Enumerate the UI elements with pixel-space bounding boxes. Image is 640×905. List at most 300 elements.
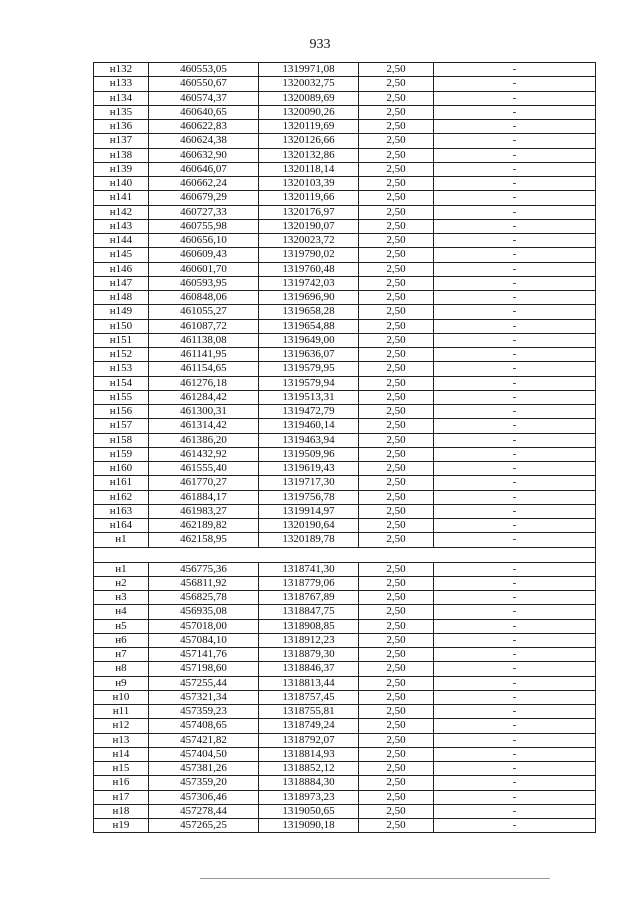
error-cell: 2,50 [359,234,434,248]
error-cell: 2,50 [359,776,434,790]
x-coordinate-cell: 460632,90 [149,148,259,162]
x-coordinate-cell: 457321,34 [149,690,259,704]
point-cell: н140 [94,177,149,191]
error-cell: 2,50 [359,219,434,233]
table-row [94,462,596,476]
error-cell: 2,50 [359,747,434,761]
table-row [94,362,596,376]
y-coordinate-cell: 1318973,23 [259,790,359,804]
x-coordinate-cell: 461884,17 [149,490,259,504]
error-cell: 2,50 [359,804,434,818]
note-cell: - [434,676,596,690]
note-cell: - [434,648,596,662]
y-coordinate-cell: 1318814,93 [259,747,359,761]
point-cell: н139 [94,162,149,176]
point-cell: н159 [94,447,149,461]
table-row [94,790,596,804]
note-cell: - [434,762,596,776]
error-cell: 2,50 [359,276,434,290]
x-coordinate-cell: 461314,42 [149,419,259,433]
y-coordinate-cell: 1319050,65 [259,804,359,818]
error-cell: 2,50 [359,120,434,134]
table-row [94,63,596,77]
error-cell: 2,50 [359,705,434,719]
y-coordinate-cell: 1318767,89 [259,591,359,605]
table-row [94,291,596,305]
point-cell: н149 [94,305,149,319]
error-cell: 2,50 [359,504,434,518]
table-row [94,662,596,676]
note-cell: - [434,605,596,619]
y-coordinate-cell: 1319717,30 [259,476,359,490]
y-coordinate-cell: 1319658,28 [259,305,359,319]
x-coordinate-cell: 460574,37 [149,91,259,105]
point-cell: н2 [94,576,149,590]
note-cell: - [434,205,596,219]
x-coordinate-cell: 457084,10 [149,633,259,647]
table-row [94,804,596,818]
note-cell: - [434,419,596,433]
y-coordinate-cell: 1319756,78 [259,490,359,504]
y-coordinate-cell: 1319742,03 [259,276,359,290]
x-coordinate-cell: 457359,20 [149,776,259,790]
y-coordinate-cell: 1320176,97 [259,205,359,219]
point-cell: н157 [94,419,149,433]
note-cell: - [434,719,596,733]
error-cell: 2,50 [359,390,434,404]
note-cell: - [434,690,596,704]
y-coordinate-cell: 1318846,37 [259,662,359,676]
table-row [94,390,596,404]
table-row [94,776,596,790]
point-cell: н162 [94,490,149,504]
y-coordinate-cell: 1320190,64 [259,519,359,533]
x-coordinate-cell: 457404,50 [149,747,259,761]
note-cell: - [434,333,596,347]
table-row [94,262,596,276]
note-cell: - [434,177,596,191]
x-coordinate-cell: 460755,98 [149,219,259,233]
y-coordinate-cell: 1320090,26 [259,105,359,119]
note-cell: - [434,362,596,376]
error-cell: 2,50 [359,576,434,590]
error-cell: 2,50 [359,648,434,662]
x-coordinate-cell: 462158,95 [149,533,259,547]
table-row [94,690,596,704]
point-cell: н1 [94,533,149,547]
error-cell: 2,50 [359,105,434,119]
table-row [94,433,596,447]
point-cell: н8 [94,662,149,676]
note-cell: - [434,262,596,276]
point-cell: н155 [94,390,149,404]
error-cell: 2,50 [359,519,434,533]
y-coordinate-cell: 1318779,06 [259,576,359,590]
x-coordinate-cell: 457278,44 [149,804,259,818]
table-row [94,162,596,176]
table-row [94,234,596,248]
point-cell: н3 [94,591,149,605]
y-coordinate-cell: 1319513,31 [259,390,359,404]
point-cell: н19 [94,819,149,833]
point-cell: н14 [94,747,149,761]
x-coordinate-cell: 460550,67 [149,77,259,91]
x-coordinate-cell: 457265,25 [149,819,259,833]
note-cell: - [434,134,596,148]
table-row [94,676,596,690]
note-cell: - [434,519,596,533]
table-row [94,191,596,205]
error-cell: 2,50 [359,490,434,504]
y-coordinate-cell: 1318757,45 [259,690,359,704]
y-coordinate-cell: 1319579,95 [259,362,359,376]
point-cell: н153 [94,362,149,376]
note-cell: - [434,804,596,818]
point-cell: н5 [94,619,149,633]
point-cell: н163 [94,504,149,518]
note-cell: - [434,248,596,262]
y-coordinate-cell: 1318908,85 [259,619,359,633]
note-cell: - [434,234,596,248]
error-cell: 2,50 [359,462,434,476]
error-cell: 2,50 [359,91,434,105]
error-cell: 2,50 [359,333,434,347]
note-cell: - [434,291,596,305]
table-row [94,105,596,119]
note-cell: - [434,191,596,205]
table-row [94,591,596,605]
x-coordinate-cell: 457141,76 [149,648,259,662]
note-cell: - [434,120,596,134]
y-coordinate-cell: 1319971,08 [259,63,359,77]
table-row [94,719,596,733]
x-coordinate-cell: 457381,26 [149,762,259,776]
error-cell: 2,50 [359,162,434,176]
point-cell: н145 [94,248,149,262]
x-coordinate-cell: 461770,27 [149,476,259,490]
table-row [94,648,596,662]
table-row [94,619,596,633]
y-coordinate-cell: 1319579,94 [259,376,359,390]
point-cell: н17 [94,790,149,804]
table-row [94,605,596,619]
x-coordinate-cell: 456935,08 [149,605,259,619]
table-row [94,447,596,461]
point-cell: н9 [94,676,149,690]
x-coordinate-cell: 457421,82 [149,733,259,747]
error-cell: 2,50 [359,819,434,833]
y-coordinate-cell: 1318884,30 [259,776,359,790]
table-row [94,419,596,433]
error-cell: 2,50 [359,177,434,191]
x-coordinate-cell: 460656,10 [149,234,259,248]
note-cell: - [434,747,596,761]
note-cell: - [434,662,596,676]
note-cell: - [434,504,596,518]
table-row [94,348,596,362]
note-cell: - [434,162,596,176]
table-row [94,305,596,319]
error-cell: 2,50 [359,591,434,605]
x-coordinate-cell: 461276,18 [149,376,259,390]
x-coordinate-cell: 460848,06 [149,291,259,305]
error-cell: 2,50 [359,562,434,576]
error-cell: 2,50 [359,262,434,276]
table-row [94,91,596,105]
error-cell: 2,50 [359,605,434,619]
x-coordinate-cell: 461300,31 [149,405,259,419]
point-cell: н136 [94,120,149,134]
error-cell: 2,50 [359,433,434,447]
error-cell: 2,50 [359,447,434,461]
x-coordinate-cell: 461087,72 [149,319,259,333]
point-cell: н148 [94,291,149,305]
point-cell: н152 [94,348,149,362]
point-cell: н156 [94,405,149,419]
table-row [94,134,596,148]
table-row [94,248,596,262]
point-cell: н161 [94,476,149,490]
error-cell: 2,50 [359,633,434,647]
point-cell: н144 [94,234,149,248]
point-cell: н18 [94,804,149,818]
note-cell: - [434,376,596,390]
note-cell: - [434,619,596,633]
x-coordinate-cell: 460640,65 [149,105,259,119]
table-row [94,762,596,776]
note-cell: - [434,348,596,362]
x-coordinate-cell: 461141,95 [149,348,259,362]
error-cell: 2,50 [359,191,434,205]
point-cell: н150 [94,319,149,333]
table-row [94,476,596,490]
error-cell: 2,50 [359,134,434,148]
note-cell: - [434,462,596,476]
point-cell: н141 [94,191,149,205]
error-cell: 2,50 [359,790,434,804]
y-coordinate-cell: 1320103,39 [259,177,359,191]
point-cell: н11 [94,705,149,719]
y-coordinate-cell: 1320119,69 [259,120,359,134]
note-cell: - [434,433,596,447]
x-coordinate-cell: 456825,78 [149,591,259,605]
error-cell: 2,50 [359,77,434,91]
error-cell: 2,50 [359,662,434,676]
table-row [94,576,596,590]
x-coordinate-cell: 460609,43 [149,248,259,262]
table-row [94,562,596,576]
table-row [94,490,596,504]
section-separator-cell [94,547,596,562]
error-cell: 2,50 [359,248,434,262]
table-row [94,376,596,390]
note-cell: - [434,63,596,77]
x-coordinate-cell: 457255,44 [149,676,259,690]
table-row [94,733,596,747]
y-coordinate-cell: 1318749,24 [259,719,359,733]
point-cell: н134 [94,91,149,105]
x-coordinate-cell: 460593,95 [149,276,259,290]
error-cell: 2,50 [359,376,434,390]
y-coordinate-cell: 1319649,00 [259,333,359,347]
error-cell: 2,50 [359,148,434,162]
point-cell: н142 [94,205,149,219]
point-cell: н1 [94,562,149,576]
point-cell: н6 [94,633,149,647]
x-coordinate-cell: 461432,92 [149,447,259,461]
y-coordinate-cell: 1318741,30 [259,562,359,576]
error-cell: 2,50 [359,719,434,733]
coordinates-table [93,62,596,833]
point-cell: н154 [94,376,149,390]
x-coordinate-cell: 460679,29 [149,191,259,205]
y-coordinate-cell: 1318879,30 [259,648,359,662]
table-row [94,77,596,91]
page-number: 933 [309,37,331,52]
note-cell: - [434,733,596,747]
error-cell: 2,50 [359,362,434,376]
point-cell: н138 [94,148,149,162]
point-cell: н4 [94,605,149,619]
point-cell: н16 [94,776,149,790]
x-coordinate-cell: 460601,70 [149,262,259,276]
error-cell: 2,50 [359,676,434,690]
error-cell: 2,50 [359,291,434,305]
x-coordinate-cell: 456811,92 [149,576,259,590]
bottom-rule [200,878,550,879]
x-coordinate-cell: 457359,23 [149,705,259,719]
x-coordinate-cell: 461055,27 [149,305,259,319]
x-coordinate-cell: 461386,20 [149,433,259,447]
note-cell: - [434,447,596,461]
error-cell: 2,50 [359,205,434,219]
table-row [94,333,596,347]
x-coordinate-cell: 461555,40 [149,462,259,476]
x-coordinate-cell: 460553,05 [149,63,259,77]
y-coordinate-cell: 1320023,72 [259,234,359,248]
y-coordinate-cell: 1320089,69 [259,91,359,105]
table-row [94,120,596,134]
y-coordinate-cell: 1320118,14 [259,162,359,176]
note-cell: - [434,405,596,419]
point-cell: н137 [94,134,149,148]
x-coordinate-cell: 456775,36 [149,562,259,576]
x-coordinate-cell: 457018,00 [149,619,259,633]
y-coordinate-cell: 1318847,75 [259,605,359,619]
table-row [94,148,596,162]
y-coordinate-cell: 1320189,78 [259,533,359,547]
note-cell: - [434,77,596,91]
note-cell: - [434,319,596,333]
point-cell: н132 [94,63,149,77]
point-cell: н143 [94,219,149,233]
note-cell: - [434,776,596,790]
x-coordinate-cell: 457198,60 [149,662,259,676]
error-cell: 2,50 [359,762,434,776]
y-coordinate-cell: 1320126,66 [259,134,359,148]
y-coordinate-cell: 1319760,48 [259,262,359,276]
table-row [94,633,596,647]
section-separator-row [94,547,596,562]
point-cell: н10 [94,690,149,704]
y-coordinate-cell: 1318852,12 [259,762,359,776]
table-row [94,405,596,419]
note-cell: - [434,490,596,504]
x-coordinate-cell: 461284,42 [149,390,259,404]
y-coordinate-cell: 1320132,86 [259,148,359,162]
error-cell: 2,50 [359,733,434,747]
error-cell: 2,50 [359,619,434,633]
error-cell: 2,50 [359,63,434,77]
error-cell: 2,50 [359,419,434,433]
note-cell: - [434,148,596,162]
error-cell: 2,50 [359,690,434,704]
point-cell: н13 [94,733,149,747]
x-coordinate-cell: 461154,65 [149,362,259,376]
error-cell: 2,50 [359,348,434,362]
x-coordinate-cell: 457306,46 [149,790,259,804]
y-coordinate-cell: 1319460,14 [259,419,359,433]
table-row [94,533,596,547]
note-cell: - [434,633,596,647]
error-cell: 2,50 [359,305,434,319]
point-cell: н151 [94,333,149,347]
point-cell: н147 [94,276,149,290]
note-cell: - [434,533,596,547]
y-coordinate-cell: 1319463,94 [259,433,359,447]
note-cell: - [434,105,596,119]
note-cell: - [434,591,596,605]
y-coordinate-cell: 1319509,96 [259,447,359,461]
y-coordinate-cell: 1319472,79 [259,405,359,419]
table-row [94,177,596,191]
error-cell: 2,50 [359,476,434,490]
y-coordinate-cell: 1320119,66 [259,191,359,205]
y-coordinate-cell: 1319090,18 [259,819,359,833]
y-coordinate-cell: 1318755,81 [259,705,359,719]
table-row [94,504,596,518]
y-coordinate-cell: 1319790,02 [259,248,359,262]
x-coordinate-cell: 457408,65 [149,719,259,733]
table-row [94,819,596,833]
y-coordinate-cell: 1320190,07 [259,219,359,233]
point-cell: н133 [94,77,149,91]
note-cell: - [434,219,596,233]
note-cell: - [434,305,596,319]
point-cell: н164 [94,519,149,533]
y-coordinate-cell: 1318792,07 [259,733,359,747]
note-cell: - [434,390,596,404]
y-coordinate-cell: 1318813,44 [259,676,359,690]
x-coordinate-cell: 460727,33 [149,205,259,219]
table-row [94,705,596,719]
note-cell: - [434,476,596,490]
note-cell: - [434,576,596,590]
error-cell: 2,50 [359,319,434,333]
y-coordinate-cell: 1319619,43 [259,462,359,476]
table-row [94,276,596,290]
x-coordinate-cell: 462189,82 [149,519,259,533]
table-row [94,519,596,533]
point-cell: н158 [94,433,149,447]
x-coordinate-cell: 460646,07 [149,162,259,176]
x-coordinate-cell: 461138,08 [149,333,259,347]
error-cell: 2,50 [359,405,434,419]
note-cell: - [434,562,596,576]
y-coordinate-cell: 1318912,23 [259,633,359,647]
point-cell: н146 [94,262,149,276]
coordinates-table-body [94,63,596,833]
